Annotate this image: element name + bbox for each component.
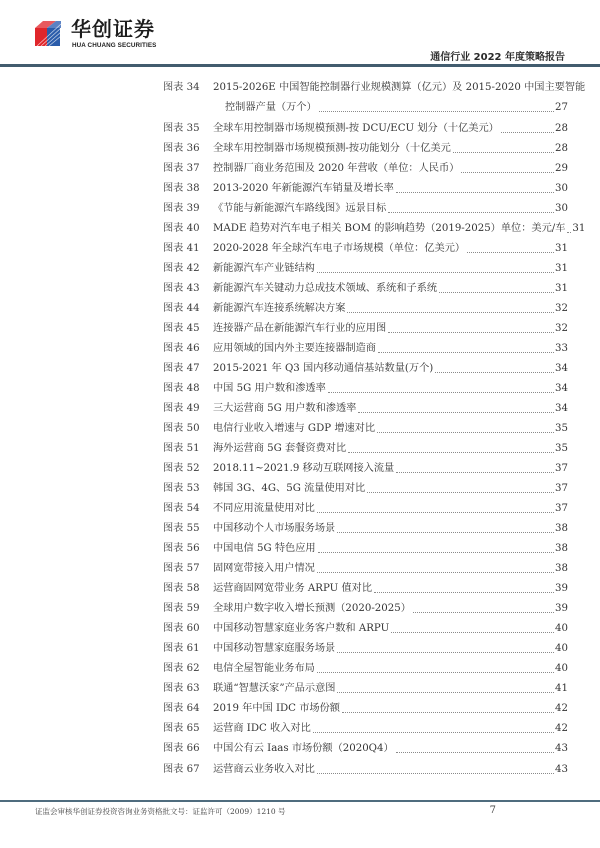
toc-entry-label: 图表 47 bbox=[163, 363, 200, 375]
dot-leader bbox=[328, 381, 554, 393]
toc-entry-label: 图表 48 bbox=[163, 383, 200, 395]
toc-entry-page: 37 bbox=[555, 503, 568, 515]
toc-entry[interactable] bbox=[163, 681, 568, 701]
toc-entry-page: 27 bbox=[555, 102, 568, 113]
dot-leader bbox=[313, 721, 554, 733]
toc-entry[interactable] bbox=[163, 321, 568, 341]
toc-entry-page: 40 bbox=[555, 663, 568, 675]
dot-leader bbox=[347, 301, 554, 313]
dot-leader bbox=[317, 762, 554, 774]
toc-entry-title-line bbox=[213, 721, 568, 737]
toc-entry-title: 韩国 3G、4G、5G 流量使用对比 bbox=[213, 483, 366, 495]
toc-entry-title: 2015-2026E 中国智能控制器行业规模测算（亿元）及 2015-2020 中国主要智能 bbox=[213, 82, 586, 93]
toc-entry-title: 新能源汽车关键动力总成技术领域、系统和子系统 bbox=[213, 283, 438, 295]
toc-entry-title-line bbox=[213, 501, 568, 517]
toc-entry[interactable] bbox=[163, 661, 568, 681]
toc-entry-label: 图表 45 bbox=[163, 323, 200, 335]
toc-entry[interactable] bbox=[163, 741, 568, 761]
logo-chinese-name: 华创证券 bbox=[71, 17, 155, 41]
dot-leader bbox=[439, 281, 554, 293]
toc-entry-label: 图表 56 bbox=[163, 543, 200, 555]
toc-entry-page: 39 bbox=[555, 583, 568, 595]
toc-entry-page: 31 bbox=[555, 263, 568, 275]
page-number: 7 bbox=[489, 805, 496, 816]
toc-entry[interactable] bbox=[163, 421, 568, 441]
toc-entry-title: 连接器产品在新能源汽车行业的应用图 bbox=[213, 323, 387, 335]
toc-entry-title: 2019 年中国 IDC 市场份额 bbox=[213, 703, 340, 715]
toc-entry-title: 电信行业收入增速与 GDP 增速对比 bbox=[213, 423, 376, 435]
toc-entry-title-line bbox=[213, 381, 568, 397]
toc-entry-title: 全球车用控制器市场规模预测-按 DCU/ECU 划分（十亿美元） bbox=[213, 123, 499, 134]
toc-entry[interactable] bbox=[163, 521, 568, 541]
toc-entry-title: 全球用户数字收入增长预测（2020-2025） bbox=[213, 603, 411, 615]
toc-entry-title: 运营商固网宽带业务 ARPU 值对比 bbox=[213, 583, 373, 595]
toc-entry[interactable] bbox=[163, 541, 568, 561]
dot-leader bbox=[467, 241, 554, 253]
toc-entry-title-line bbox=[213, 161, 568, 177]
toc-entry-page: 35 bbox=[555, 423, 568, 435]
toc-entry[interactable] bbox=[163, 581, 568, 601]
toc-entry[interactable] bbox=[163, 201, 568, 221]
company-logo bbox=[33, 17, 173, 53]
toc-entry-title-line bbox=[213, 601, 568, 617]
dot-leader bbox=[396, 741, 554, 753]
toc-entry-title-line bbox=[213, 121, 568, 137]
toc-entry[interactable] bbox=[163, 461, 568, 481]
toc-entry-label: 图表 58 bbox=[163, 583, 200, 595]
dot-leader bbox=[342, 701, 554, 713]
toc-entry[interactable] bbox=[163, 301, 568, 321]
toc-entry[interactable] bbox=[163, 181, 568, 201]
toc-entry-title-line bbox=[213, 641, 568, 657]
toc-entry-label: 图表 43 bbox=[163, 283, 200, 295]
toc-entry-label: 图表 57 bbox=[163, 563, 200, 575]
dot-leader bbox=[319, 100, 554, 112]
toc-entry-page: 29 bbox=[555, 163, 568, 175]
toc-entry-title-line bbox=[213, 361, 568, 377]
toc-entry-page: 38 bbox=[555, 563, 568, 575]
toc-entry-page: 30 bbox=[555, 183, 568, 195]
toc-entry[interactable] bbox=[163, 361, 568, 381]
dot-leader bbox=[374, 581, 554, 593]
dot-leader bbox=[317, 661, 554, 673]
dot-leader bbox=[318, 541, 554, 553]
dot-leader bbox=[501, 121, 554, 133]
toc-entry-title-line bbox=[213, 741, 568, 757]
toc-entry-label: 图表 53 bbox=[163, 483, 200, 495]
toc-entry-label: 图表 40 bbox=[163, 223, 200, 235]
dot-leader bbox=[461, 161, 554, 173]
toc-entry-label: 图表 44 bbox=[163, 303, 200, 315]
toc-entry-page: 40 bbox=[555, 643, 568, 655]
toc-entry-title: 电信全屋智能业务布局 bbox=[213, 663, 315, 675]
dot-leader bbox=[378, 341, 554, 353]
toc-entry-label: 图表 60 bbox=[163, 623, 200, 635]
toc-entry-page: 31 bbox=[555, 243, 568, 255]
toc-entry[interactable] bbox=[163, 161, 568, 181]
toc-entry[interactable] bbox=[163, 501, 568, 521]
toc-entry-title: 全球车用控制器市场规模预测-按功能划分（十亿美元 bbox=[213, 143, 451, 155]
toc-entry[interactable] bbox=[163, 80, 586, 121]
toc-entry-label: 图表 37 bbox=[163, 163, 200, 175]
toc-entry-title-line bbox=[213, 581, 568, 597]
dot-leader bbox=[453, 141, 554, 153]
toc-entry-title: 中国移动智慧家庭业务客户数和 ARPU bbox=[213, 623, 390, 635]
toc-entry-page: 37 bbox=[555, 483, 568, 495]
toc-entry-title: 2018.11~2021.9 移动互联网接入流量 bbox=[213, 463, 395, 475]
toc-entry-title: 中国移动智慧家庭服务场景 bbox=[213, 643, 336, 655]
toc-entry[interactable] bbox=[163, 561, 568, 581]
toc-entry-page: 38 bbox=[555, 543, 568, 555]
toc-entry-title: 2020-2028 年全球汽车电子市场规模（单位：亿美元） bbox=[213, 243, 466, 255]
figure-table-of-contents bbox=[163, 80, 586, 782]
toc-entry-page: 35 bbox=[555, 443, 568, 455]
toc-entry-page: 30 bbox=[555, 203, 568, 215]
toc-entry-title-line bbox=[213, 441, 568, 457]
dot-leader bbox=[348, 441, 554, 453]
toc-entry-page: 42 bbox=[555, 723, 568, 735]
toc-entry-title: 运营商云业务收入对比 bbox=[213, 763, 315, 775]
toc-entry-title: 中国电信 5G 特色应用 bbox=[213, 543, 316, 555]
toc-entry-title-line2: 控制器产量（万个） bbox=[225, 102, 317, 113]
toc-entry-page: 32 bbox=[555, 303, 568, 315]
toc-entry[interactable] bbox=[163, 762, 568, 782]
toc-entry-title-line bbox=[213, 701, 568, 717]
toc-entry-title-line bbox=[213, 301, 568, 317]
logo-cube-icon bbox=[33, 19, 63, 49]
toc-entry-label: 图表 38 bbox=[163, 183, 200, 195]
toc-entry-page: 37 bbox=[555, 463, 568, 475]
toc-entry-title: 应用领域的国内外主要连接器制造商 bbox=[213, 343, 376, 355]
footer-divider bbox=[0, 800, 600, 802]
toc-entry-title-line bbox=[213, 181, 568, 197]
toc-entry-title-line bbox=[213, 621, 568, 637]
toc-entry-label: 图表 64 bbox=[163, 703, 200, 715]
toc-entry[interactable] bbox=[163, 121, 568, 141]
toc-entry-label: 图表 42 bbox=[163, 263, 200, 275]
dot-leader bbox=[317, 261, 554, 273]
toc-entry-page: 40 bbox=[555, 623, 568, 635]
toc-entry-title-line bbox=[213, 521, 568, 537]
toc-entry-title-line bbox=[213, 421, 568, 437]
toc-entry[interactable] bbox=[163, 281, 568, 301]
toc-entry-page: 32 bbox=[555, 323, 568, 335]
dot-leader bbox=[413, 601, 554, 613]
toc-entry[interactable] bbox=[163, 481, 568, 501]
toc-entry-title-line bbox=[213, 661, 568, 677]
toc-entry-page: 42 bbox=[555, 703, 568, 715]
toc-entry-page: 34 bbox=[555, 383, 568, 395]
toc-entry-label: 图表 63 bbox=[163, 683, 200, 695]
toc-entry-title: 2015-2021 年 Q3 国内移动通信基站数量(万个) bbox=[213, 363, 434, 375]
toc-entry[interactable] bbox=[163, 621, 568, 641]
toc-entry-page: 33 bbox=[555, 343, 568, 355]
toc-entry-title-line bbox=[213, 281, 568, 297]
dot-leader bbox=[391, 621, 554, 633]
dot-leader bbox=[337, 521, 554, 533]
dot-leader bbox=[337, 681, 554, 693]
toc-entry-label: 图表 67 bbox=[163, 763, 200, 775]
toc-entry[interactable] bbox=[163, 221, 586, 241]
toc-entry-page: 34 bbox=[555, 363, 568, 375]
dot-leader bbox=[567, 221, 571, 233]
toc-entry-label: 图表 61 bbox=[163, 643, 200, 655]
toc-entry-page: 41 bbox=[555, 683, 568, 695]
toc-entry-page: 31 bbox=[555, 283, 568, 295]
license-statement: 证监会审核华创证券投资咨询业务资格批文号：证监许可（2009）1210 号 bbox=[35, 807, 286, 816]
dot-leader bbox=[388, 201, 554, 213]
toc-entry-label: 图表 41 bbox=[163, 243, 200, 255]
toc-entry-title-line bbox=[213, 261, 568, 277]
toc-entry-title: 控制器厂商业务范围及 2020 年营收（单位：人民币） bbox=[213, 163, 460, 175]
toc-entry-title: 中国 5G 用户数和渗透率 bbox=[213, 383, 326, 395]
toc-entry[interactable] bbox=[163, 601, 568, 621]
toc-entry-title: 海外运营商 5G 套餐资费对比 bbox=[213, 443, 347, 455]
toc-entry-label: 图表 65 bbox=[163, 723, 200, 735]
dot-leader bbox=[377, 421, 554, 433]
toc-entry-title-line bbox=[213, 141, 568, 157]
toc-entry-label: 图表 51 bbox=[163, 443, 200, 455]
toc-entry-title-line bbox=[213, 541, 568, 557]
toc-entry-label: 图表 62 bbox=[163, 663, 200, 675]
toc-entry-page: 39 bbox=[555, 603, 568, 615]
toc-entry-page: 34 bbox=[555, 403, 568, 415]
dot-leader bbox=[367, 481, 554, 493]
toc-entry-title-line bbox=[213, 341, 568, 357]
toc-entry-label: 图表 46 bbox=[163, 343, 200, 355]
toc-entry-label: 图表 49 bbox=[163, 403, 200, 415]
dot-leader bbox=[337, 641, 554, 653]
dot-leader bbox=[317, 501, 554, 513]
dot-leader bbox=[396, 461, 554, 473]
toc-entry-page: 43 bbox=[555, 763, 568, 775]
toc-entry-title: MADE 趋势对汽车电子相关 BOM 的影响趋势（2019-2025）单位：美元/车 bbox=[213, 223, 566, 235]
toc-entry-label: 图表 66 bbox=[163, 743, 200, 755]
toc-entry-title: 三大运营商 5G 用户数和渗透率 bbox=[213, 403, 357, 415]
toc-entry-page: 28 bbox=[555, 123, 568, 134]
toc-entry-title: 中国移动个人市场服务场景 bbox=[213, 523, 336, 535]
toc-entry-title-line bbox=[213, 481, 568, 497]
toc-entry-label: 图表 36 bbox=[163, 143, 200, 155]
toc-entry-page: 38 bbox=[555, 523, 568, 535]
toc-entry-title: 2013-2020 年新能源汽车销量及增长率 bbox=[213, 183, 394, 195]
toc-entry-title: 不同应用流量使用对比 bbox=[213, 503, 315, 515]
dot-leader bbox=[388, 321, 554, 333]
toc-entry-title-line bbox=[213, 201, 568, 217]
toc-entry-title-continued bbox=[225, 100, 568, 116]
toc-entry-title: 联通“智慧沃家”产品示意图 bbox=[213, 683, 336, 695]
toc-entry-label: 图表 54 bbox=[163, 503, 200, 515]
toc-entry-page: 31 bbox=[572, 223, 586, 235]
dot-leader bbox=[317, 561, 554, 573]
toc-entry-title-line bbox=[213, 681, 568, 697]
toc-entry-title: 中国公有云 Iaas 市场份额（2020Q4） bbox=[213, 743, 394, 755]
dot-leader bbox=[435, 361, 554, 373]
logo-english-name: HUA CHUANG SECURITIES bbox=[72, 42, 157, 49]
toc-entry-title: 运营商 IDC 收入对比 bbox=[213, 723, 311, 735]
toc-entry[interactable] bbox=[163, 641, 568, 661]
toc-entry-page: 43 bbox=[555, 743, 568, 755]
toc-entry[interactable] bbox=[163, 141, 568, 161]
toc-entry[interactable] bbox=[163, 381, 568, 401]
toc-entry-label: 图表 59 bbox=[163, 603, 200, 615]
toc-entry-title-line bbox=[213, 321, 568, 337]
toc-entry[interactable] bbox=[163, 241, 568, 261]
toc-entry-title-line bbox=[213, 221, 586, 237]
toc-entry-title-line bbox=[213, 401, 568, 417]
toc-entry[interactable] bbox=[163, 721, 568, 741]
toc-entry-title: 新能源汽车产业链结构 bbox=[213, 263, 315, 275]
header-divider bbox=[0, 64, 600, 67]
toc-entry-title: 固网宽带接入用户情况 bbox=[213, 563, 315, 575]
toc-entry-title-line bbox=[213, 241, 568, 257]
toc-entry-label: 图表 55 bbox=[163, 523, 200, 535]
toc-entry-label: 图表 52 bbox=[163, 463, 200, 475]
toc-entry-title: 新能源汽车连接系统解决方案 bbox=[213, 303, 346, 315]
toc-entry[interactable] bbox=[163, 341, 568, 361]
toc-entry-page: 28 bbox=[555, 143, 568, 155]
toc-entry[interactable] bbox=[163, 441, 568, 461]
toc-entry-label: 图表 35 bbox=[163, 123, 200, 134]
toc-entry[interactable] bbox=[163, 261, 568, 281]
toc-entry-title-line bbox=[213, 461, 568, 477]
toc-entry[interactable] bbox=[163, 401, 568, 421]
toc-entry-title-line bbox=[213, 561, 568, 577]
toc-entry-title-line bbox=[213, 762, 568, 778]
report-title: 通信行业 2022 年度策略报告 bbox=[430, 52, 565, 63]
toc-entry-title: 《节能与新能源汽车路线图》远景目标 bbox=[213, 203, 387, 215]
toc-entry-label: 图表 50 bbox=[163, 423, 200, 435]
dot-leader bbox=[358, 401, 554, 413]
toc-entry[interactable] bbox=[163, 701, 568, 721]
dot-leader bbox=[396, 181, 554, 193]
toc-entry-label: 图表 39 bbox=[163, 203, 200, 215]
toc-entry-label: 图表 34 bbox=[163, 82, 200, 93]
